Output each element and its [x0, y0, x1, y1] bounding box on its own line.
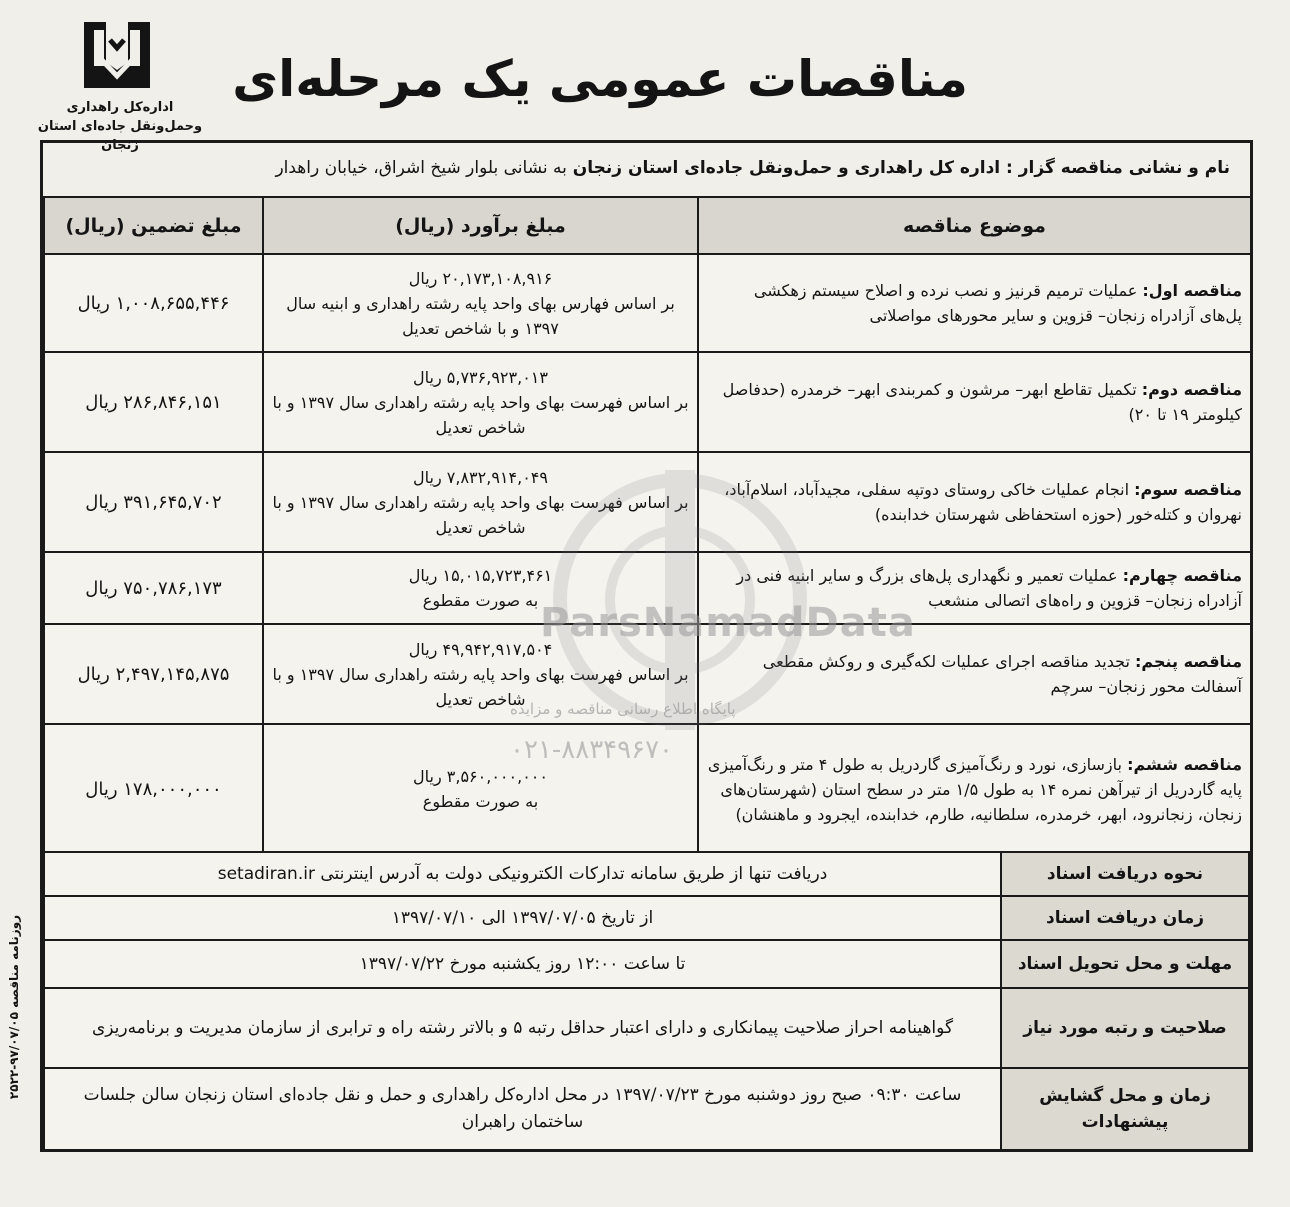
tender-estimate [263, 352, 698, 452]
estimate-note: بر اساس فهرست بهای واحد پایه رشته راهداری سال ۱۳۹۷ و با شاخص تعدیل [272, 492, 689, 537]
estimate-note: بر اساس فهرست بهای واحد پایه رشته راهداری سال ۱۳۹۷ و با شاخص تعدیل [272, 664, 689, 709]
contractor-line [43, 147, 1250, 189]
estimate-note: به صورت مقطوع [422, 792, 539, 811]
tender-guarantee: ۳۹۱,۶۴۵,۷۰۲ ریال [44, 452, 263, 552]
details-row [44, 852, 1249, 896]
notice-header [0, 0, 1290, 153]
tender-subject [698, 254, 1251, 352]
tender-description: تجدید مناقصه اجرای عملیات لکه‌گیری و روکش مقطعی آسفالت محور زنجان– سرچم [762, 652, 1242, 696]
contractor-label: نام و نشانی مناقصه گزار : [1006, 158, 1230, 178]
tender-estimate [263, 452, 698, 552]
table-row [44, 452, 1251, 552]
side-publication-note [4, 860, 26, 1160]
details-key: نحوه دریافت اسناد [1001, 852, 1249, 896]
tender-description: عملیات ترمیم قرنیز و نصب نرده و اصلاح سیستم زهکشی پل‌های آزادراه زنجان– قزوین و سایر محورهای مواصلاتی [753, 281, 1242, 325]
details-value: از تاریخ ۱۳۹۷/۰۷/۰۵ الی ۱۳۹۷/۰۷/۱۰ [44, 896, 1001, 940]
tender-label: مناقصه پنجم: [1135, 652, 1242, 671]
estimate-amount: ۷,۸۳۲,۹۱۴,۰۴۹ ریال [413, 467, 548, 487]
tender-subject [698, 352, 1251, 452]
watermark-phone: ۰۲۱-۸۸۳۴۹۶۷۰ [510, 735, 673, 765]
column-header-estimate: مبلغ برآورد (ریال) [263, 197, 698, 254]
estimate-amount: ۳,۵۶۰,۰۰۰,۰۰۰ ریال [413, 767, 548, 786]
page-title: مناقصات عمومی یک مرحله‌ای [232, 50, 968, 108]
details-row [44, 896, 1249, 940]
details-key: صلاحیت و رتبه مورد نیاز [1001, 988, 1249, 1068]
tender-subject [698, 452, 1251, 552]
table-row [44, 254, 1251, 352]
details-key: مهلت و محل تحویل اسناد [1001, 940, 1249, 988]
contractor-address: به نشانی بلوار شیخ اشراق، خیابان راهدار [275, 158, 567, 178]
estimate-note: بر اساس فهارس بهای واحد پایه رشته راهداری و ابنیه سال ۱۳۹۷ و با شاخص تعدیل [286, 293, 675, 338]
side-note-text: روزنامه مناقصه ۹۷/۰۷/۰۵-۲۵۲۲ [7, 914, 21, 1100]
estimate-amount: ۱۵,۰۱۵,۷۲۳,۴۶۱ ریال [408, 566, 553, 585]
table-row [44, 352, 1251, 452]
tender-label: مناقصه دوم: [1141, 380, 1242, 399]
tender-description: بازسازی، نورد و رنگ‌آمیزی گاردریل به طول ۴ متر و رنگ‌آمیزی پایه گاردریل از تیرآهن نمره ۱۴ به طول ۱/۵ متر در سطح استان (شهرستان‌های زنجان، زنجانرود، ابهر، خرمدره، سلطانیه، طارم، خدابنده، ایجرود و ماهنشان) [707, 754, 1242, 824]
details-value: گواهینامه احراز صلاحیت پیمانکاری و دارای اعتبار حداقل رتبه ۵ و بالاتر رشته راه و ترابری از سازمان مدیریت و برنامه‌ریزی [44, 988, 1001, 1068]
tender-details-table [43, 851, 1250, 1151]
tender-guarantee: ۱۷۸,۰۰۰,۰۰۰ ریال [44, 724, 263, 854]
organization-line-1: اداره‌کل راهداری [66, 100, 174, 115]
estimate-amount: ۲۰,۱۷۳,۱۰۸,۹۱۶ ریال [408, 268, 553, 288]
tender-label: مناقصه ششم: [1127, 754, 1242, 774]
table-header-row [44, 197, 1251, 254]
tender-label: مناقصه چهارم: [1122, 566, 1242, 585]
tender-guarantee: ۲,۴۹۷,۱۴۵,۸۷۵ ریال [44, 624, 263, 724]
details-key: زمان و محل گشایش پیشنهادات [1001, 1068, 1249, 1150]
details-value: ساعت ۰۹:۳۰ صبح روز دوشنبه مورخ ۱۳۹۷/۰۷/۲۳ در محل اداره‌کل راهداری و حمل و نقل جاده‌ای استان زنجان سالن جلسات ساختمان راهبران [44, 1068, 1001, 1150]
organization-line-2: وحمل‌ونقل جاده‌ای استان زنجان [37, 119, 203, 153]
contractor-name: اداره کل راهداری و حمل‌ونقل جاده‌ای استان زنجان [572, 158, 1001, 178]
tender-description: عملیات تعمیر و نگهداری پل‌های بزرگ و سایر ابنیه فنی در آزادراه زنجان– قزوین و راه‌های اتصالی منشعب [736, 566, 1242, 610]
details-row [44, 940, 1249, 988]
ministry-logo-icon [80, 18, 154, 92]
tender-guarantee: ۲۸۶,۸۴۶,۱۵۱ ریال [44, 352, 263, 452]
details-value: تا ساعت ۱۲:۰۰ روز یکشنبه مورخ ۱۳۹۷/۰۷/۲۲ [44, 940, 1001, 988]
tender-label: مناقصه اول: [1142, 281, 1242, 300]
tender-label: مناقصه سوم: [1134, 480, 1242, 499]
tender-description: تکمیل تقاطع ابهر– مرشون و کمربندی ابهر– خرمدره (حدفاصل کیلومتر ۱۹ تا ۲۰) [722, 380, 1242, 424]
estimate-note: بر اساس فهرست بهای واحد پایه رشته راهداری سال ۱۳۹۷ و با شاخص تعدیل [272, 392, 689, 437]
tender-subject [698, 724, 1251, 854]
tender-guarantee: ۱,۰۰۸,۶۵۵,۴۴۶ ریال [44, 254, 263, 352]
column-header-guarantee: مبلغ تضمین (ریال) [44, 197, 263, 254]
tender-description: انجام عملیات خاکی روستای دوتپه سفلی، مجیدآباد، اسلام‌آباد، نهروان و کتله‌خور (حوزه استحفاظی شهرستان خدابنده) [724, 480, 1242, 524]
details-value: دریافت تنها از طریق سامانه تدارکات الکترونیکی دولت به آدرس اینترنتی setadiran.ir [44, 852, 1001, 896]
estimate-amount: ۴۹,۹۴۲,۹۱۷,۵۰۴ ریال [408, 639, 553, 659]
tender-estimate [263, 254, 698, 352]
estimate-note: به صورت مقطوع [422, 591, 539, 610]
watermark-brand: ParsNamadData [540, 600, 916, 646]
tender-guarantee: ۷۵۰,۷۸۶,۱۷۳ ریال [44, 552, 263, 624]
details-row [44, 1068, 1249, 1150]
details-key: زمان دریافت اسناد [1001, 896, 1249, 940]
details-row [44, 988, 1249, 1068]
column-header-subject: موضوع مناقصه [698, 197, 1251, 254]
estimate-amount: ۵,۷۳۶,۹۲۳,۰۱۳ ریال [413, 367, 548, 387]
watermark-subtitle: پایگاه اطلاع رسانی مناقصه و مزایده [510, 700, 736, 718]
